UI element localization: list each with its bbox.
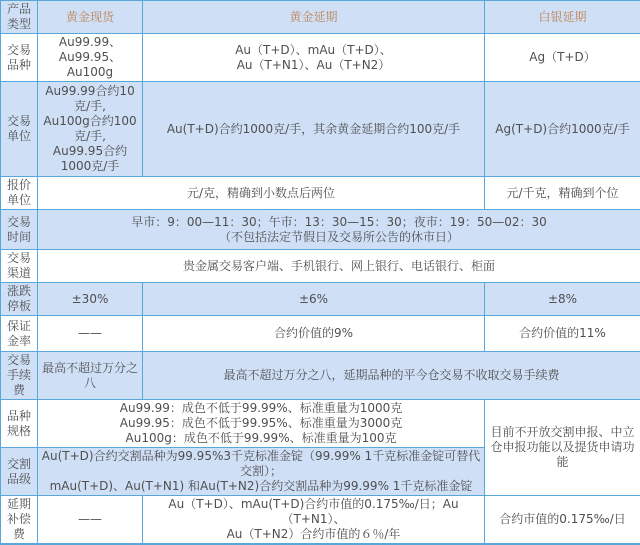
header-gold-deferred: 黄金延期 [143, 1, 485, 34]
row-label-trading-channels: 交易渠道 [1, 250, 38, 283]
cell-quote-unit-silver: 元/千克，精确到个位 [485, 177, 640, 210]
row-product-spec [1, 400, 640, 448]
text-line: Au100g合约100克/手, [41, 114, 139, 144]
text-line: Au(T+D)合约交割品种为99.95%3千克标准金锭（99.99% 1千克标准金锭可替代交割）； [41, 449, 481, 479]
row-trading-channels [1, 250, 640, 283]
header-gold-spot: 黄金现货 [38, 1, 143, 34]
row-deferred-compensation-fee [1, 496, 640, 545]
row-trading-fee [1, 352, 640, 400]
text-line: Au99.95、Au100g [41, 50, 139, 80]
text-line: （不包括法定节假日及交易所公告的休市日） [41, 230, 637, 245]
row-label-quote-unit: 报价单位 [1, 177, 38, 210]
cell-margin-silver: 合约价值的11% [485, 316, 640, 352]
text-line: 早市：9：00—11：30；午市：13：30—15：30；夜市：19：50—02：30 [41, 215, 637, 230]
cell-fee-gold-spot: 最高不超过万分之八 [38, 352, 143, 400]
cell-unit-gold-deferred: Au(T+D)合约1000克/手，其余黄金延期合约100克/手 [143, 82, 485, 177]
cell-unit-silver: Ag(T+D)合约1000克/手 [485, 82, 640, 177]
text-line: mAu(T+D)、Au(T+N1) 和Au(T+N2)合约交割品种为99.99% 1千克标准金锭 [41, 479, 481, 494]
cell-variety-silver: Ag（T+D） [485, 34, 640, 82]
row-trading-variety [1, 34, 640, 82]
row-label-product-spec: 品种规格 [1, 400, 38, 448]
header-silver-deferred: 白银延期 [485, 1, 640, 34]
cell-price-limit-silver: ±8% [485, 283, 640, 316]
row-label-deferred-compensation-fee: 延期补偿费 [1, 496, 38, 545]
text-line: Au（T+D）、mAu(T+D)合约市值的0.175‰/日；Au（T+N1）、 [146, 497, 481, 527]
row-trading-unit [1, 82, 640, 177]
text-line: Au99.99：成色不低于99.99%、标准重量为1000克 [41, 401, 481, 416]
cell-variety-gold-deferred [143, 34, 485, 82]
row-label-margin-rate: 保证金率 [1, 316, 38, 352]
row-margin-rate [1, 316, 640, 352]
cell-trading-hours [38, 210, 640, 250]
text-line: Au100g：成色不低于99.99%、标准重量为100克 [41, 431, 481, 446]
text-line: Au（T+N1）、Au（T+N2） [146, 58, 481, 73]
cell-unit-gold-spot [38, 82, 143, 177]
text-line: Au（T+N2）合约市值的６％/年 [146, 527, 481, 542]
text-line: Au99.95合约1000克/手 [41, 144, 139, 174]
cell-margin-gold-deferred: 合约价值的9% [143, 316, 485, 352]
text-line: Au99.99合约10克/手, [41, 84, 139, 114]
text-line: Au99.99、 [41, 35, 139, 50]
cell-fee-deferred: 最高不超过万分之八，延期品种的平今仓交易不收取交易手续费 [143, 352, 640, 400]
row-label-trading-hours: 交易时间 [1, 210, 38, 250]
cell-deferred-fee-gold-deferred [143, 496, 485, 545]
row-label-trading-unit: 交易单位 [1, 82, 38, 177]
cell-spec-silver-note: 目前不开放交割申报、中立仓申报功能以及提货申请功能 [485, 400, 640, 496]
cell-price-limit-gold-deferred: ±6% [143, 283, 485, 316]
cell-variety-gold-spot [38, 34, 143, 82]
row-trading-hours [1, 210, 640, 250]
row-label-delivery-grade: 交割品级 [1, 448, 38, 496]
header-row [1, 1, 640, 34]
row-label-price-limit: 涨跌停板 [1, 283, 38, 316]
cell-spec-gold [38, 400, 485, 448]
row-price-limit [1, 283, 640, 316]
cell-trading-channels: 贵金属交易客户端、手机银行、网上银行、电话银行、柜面 [38, 250, 640, 283]
row-label-trading-variety: 交易品种 [1, 34, 38, 82]
row-label-trading-fee: 交易手续费 [1, 352, 38, 400]
header-product-type: 产品类型 [1, 1, 38, 34]
cell-quote-unit-gold: 元/克，精确到小数点后两位 [38, 177, 485, 210]
cell-deferred-fee-silver: 合约市值的0.175‰/日 [485, 496, 640, 545]
cell-margin-gold-spot: —— [38, 316, 143, 352]
row-quote-unit [1, 177, 640, 210]
text-line: Au（T+D）、mAu（T+D）、 [146, 43, 481, 58]
cell-price-limit-gold-spot: ±30% [38, 283, 143, 316]
cell-delivery-grade-gold [38, 448, 485, 496]
cell-deferred-fee-gold-spot: —— [38, 496, 143, 545]
text-line: Au99.95：成色不低于99.95%、标准重量为3000克 [41, 416, 481, 431]
